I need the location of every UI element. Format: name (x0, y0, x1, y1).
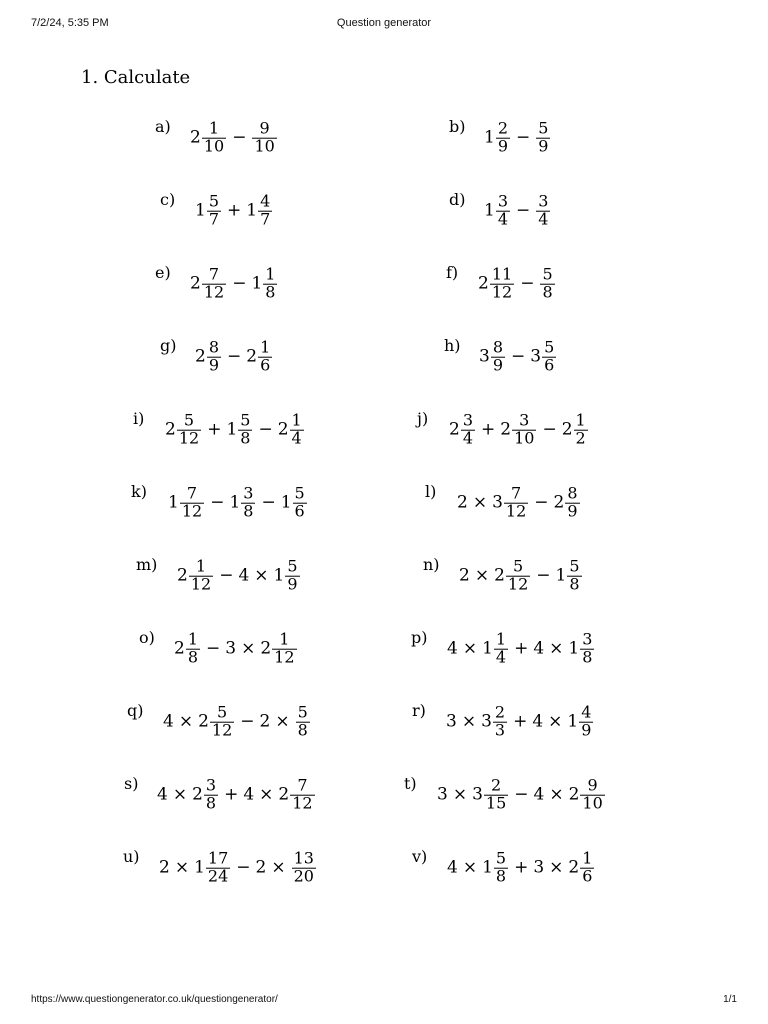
question-expression-i (165, 410, 305, 448)
whole-number: 1 (251, 274, 263, 294)
denominator: 8 (187, 647, 199, 667)
page-number: 1/1 (723, 994, 737, 1005)
operator: − (261, 493, 276, 513)
operator: + (513, 712, 528, 732)
denominator: 12 (211, 720, 233, 740)
denominator: 24 (207, 866, 229, 886)
denominator: 8 (582, 647, 593, 667)
question-label-m: m) (136, 555, 158, 574)
whole-number: 1 (482, 858, 493, 878)
operator: × (549, 639, 564, 659)
numerator: 3 (243, 483, 254, 503)
whole-number: 2 (177, 566, 188, 586)
fraction (258, 191, 272, 229)
question-label-k: k) (131, 482, 147, 501)
operator: − (232, 128, 247, 148)
question-label-p: p) (411, 628, 428, 647)
numerator: 9 (259, 118, 270, 138)
question-label-s: s) (124, 774, 139, 793)
fraction (252, 118, 276, 156)
operator: + (207, 420, 222, 440)
denominator: 12 (507, 574, 529, 594)
whole-number: 3 (437, 785, 448, 805)
question-expression-p (447, 629, 595, 667)
operator: × (178, 712, 194, 732)
operator: − (236, 858, 251, 878)
denominator: 9 (492, 355, 504, 375)
whole-number: 2 (198, 712, 209, 732)
denominator: 6 (260, 355, 271, 375)
denominator: 10 (254, 136, 275, 156)
denominator: 3 (494, 720, 506, 740)
question-expression-u (159, 848, 317, 886)
numerator: 7 (186, 483, 198, 503)
question-expression-r (446, 702, 594, 740)
numerator: 1 (260, 337, 271, 357)
numerator: 8 (492, 337, 504, 357)
operator: × (172, 785, 188, 805)
numerator: 3 (462, 410, 474, 430)
operator: × (254, 566, 269, 586)
whole-number: 2 (192, 785, 203, 805)
denominator: 8 (265, 282, 276, 302)
fraction (202, 264, 226, 302)
fraction (285, 556, 299, 594)
fraction (186, 629, 200, 667)
whole-number: 4 (447, 858, 458, 878)
numerator: 5 (512, 556, 524, 576)
operator: × (462, 639, 478, 659)
whole-number: 1 (484, 201, 495, 221)
question-title: 1. Calculate (81, 67, 191, 88)
question-expression-v (447, 848, 595, 886)
question-expression-a (190, 118, 278, 156)
question-label-a: a) (155, 117, 171, 136)
denominator: 12 (292, 793, 313, 813)
whole-number: 3 (481, 712, 492, 732)
operator: + (514, 639, 529, 659)
whole-number: 1 (568, 639, 580, 659)
numerator: 5 (240, 410, 251, 430)
whole-number: 1 (482, 639, 493, 659)
numerator: 5 (297, 702, 308, 722)
whole-number: 2 (259, 712, 271, 732)
fraction (290, 410, 304, 448)
whole-number: 1 (273, 566, 285, 586)
whole-number: 4 (243, 785, 255, 805)
question-expression-d (484, 191, 551, 229)
operator: − (534, 493, 549, 513)
whole-number: 2 (255, 858, 267, 878)
whole-number: 2 (190, 128, 201, 148)
denominator: 12 (190, 574, 212, 594)
question-expression-n (459, 556, 583, 594)
question-label-n: n) (423, 555, 440, 574)
whole-number: 3 (530, 347, 542, 367)
numerator: 5 (183, 410, 195, 430)
operator: − (206, 639, 221, 659)
fraction (461, 410, 475, 448)
question-expression-l (457, 483, 581, 521)
question-expression-f (478, 264, 556, 302)
denominator: 9 (497, 136, 509, 156)
question-label-j: j) (417, 409, 429, 428)
numerator: 9 (587, 775, 598, 795)
fraction (580, 775, 604, 813)
fraction (542, 337, 556, 375)
whole-number: 4 (238, 566, 250, 586)
whole-number: 4 (533, 785, 545, 805)
fraction (180, 483, 204, 521)
denominator: 4 (497, 209, 509, 229)
page-url[interactable]: https://www.questiongenerator.co.uk/questiongenerator/ (31, 994, 278, 1005)
whole-number: 2 (449, 420, 460, 440)
operator: + (227, 201, 242, 221)
numerator: 5 (287, 556, 298, 576)
fraction (177, 410, 201, 448)
whole-number: 4 (163, 712, 174, 732)
question-label-f: f) (446, 263, 459, 282)
fraction (258, 337, 272, 375)
denominator: 9 (208, 355, 220, 375)
fraction (574, 410, 588, 448)
denominator: 8 (243, 501, 254, 521)
operator: × (474, 566, 490, 586)
operator: − (232, 274, 247, 294)
denominator: 4 (462, 428, 474, 448)
whole-number: 2 (553, 493, 565, 513)
question-label-e: e) (155, 263, 171, 282)
print-title: Question generator (336, 17, 432, 29)
numerator: 5 (538, 118, 549, 138)
denominator: 8 (297, 720, 308, 740)
numerator: 1 (265, 264, 276, 284)
operator: + (481, 420, 496, 440)
whole-number: 3 (472, 785, 483, 805)
fraction (494, 848, 508, 886)
question-label-o: o) (139, 628, 155, 647)
numerator: 3 (497, 191, 509, 211)
fraction (496, 191, 510, 229)
numerator: 7 (510, 483, 522, 503)
fraction (202, 118, 226, 156)
fraction (580, 629, 594, 667)
whole-number: 2 (246, 347, 258, 367)
fraction (565, 483, 579, 521)
fraction (504, 483, 528, 521)
denominator: 9 (538, 136, 549, 156)
numerator: 1 (495, 629, 507, 649)
whole-number: 4 (447, 639, 458, 659)
print-datetime: 7/2/24, 5:35 PM (31, 17, 109, 29)
operator: − (511, 347, 526, 367)
operator: × (174, 858, 190, 878)
whole-number: 2 (190, 274, 201, 294)
numerator: 1 (575, 410, 586, 430)
numerator: 17 (207, 848, 229, 868)
numerator: 5 (208, 191, 220, 211)
denominator: 4 (538, 209, 549, 229)
whole-number: 2 (165, 420, 176, 440)
whole-number: 2 (260, 639, 272, 659)
operator: − (210, 493, 225, 513)
operator: × (461, 712, 477, 732)
fraction (580, 848, 594, 886)
whole-number: 2 (500, 420, 512, 440)
numerator: 2 (490, 775, 502, 795)
denominator: 12 (491, 282, 513, 302)
whole-number: 2 (195, 347, 206, 367)
whole-number: 2 (159, 858, 170, 878)
denominator: 9 (287, 574, 298, 594)
fraction (540, 264, 554, 302)
fraction (567, 556, 581, 594)
numerator: 7 (208, 264, 220, 284)
denominator: 20 (293, 866, 314, 886)
numerator: 1 (291, 410, 302, 430)
fraction (189, 556, 213, 594)
denominator: 7 (208, 209, 220, 229)
denominator: 8 (569, 574, 580, 594)
operator: − (219, 566, 234, 586)
whole-number: 3 (446, 712, 457, 732)
question-expression-q (163, 702, 311, 740)
fraction (241, 483, 255, 521)
denominator: 7 (260, 209, 271, 229)
fraction (484, 775, 508, 813)
whole-number: 2 (568, 858, 580, 878)
operator: × (275, 712, 290, 732)
numerator: 8 (208, 337, 220, 357)
fraction (496, 118, 510, 156)
denominator: 6 (582, 866, 593, 886)
question-label-u: u) (123, 847, 140, 866)
denominator: 8 (542, 282, 553, 302)
whole-number: 1 (168, 493, 179, 513)
numerator: 13 (293, 848, 314, 868)
question-expression-o (174, 629, 298, 667)
whole-number: 1 (226, 420, 238, 440)
operator: − (227, 347, 242, 367)
denominator: 15 (485, 793, 507, 813)
numerator: 5 (216, 702, 228, 722)
numerator: 1 (208, 118, 220, 138)
numerator: 1 (582, 848, 593, 868)
denominator: 9 (581, 720, 592, 740)
fraction (491, 337, 505, 375)
denominator: 10 (582, 793, 603, 813)
whole-number: 1 (280, 493, 292, 513)
denominator: 10 (203, 136, 225, 156)
numerator: 5 (569, 556, 580, 576)
whole-number: 2 (277, 420, 289, 440)
whole-number: 3 (492, 493, 503, 513)
operator: − (258, 420, 273, 440)
fraction (204, 775, 218, 813)
question-expression-g (195, 337, 273, 375)
question-expression-b (484, 118, 551, 156)
operator: × (549, 785, 564, 805)
fraction (207, 337, 221, 375)
denominator: 6 (544, 355, 555, 375)
fraction (293, 483, 307, 521)
numerator: 7 (297, 775, 308, 795)
numerator: 5 (544, 337, 555, 357)
whole-number: 3 (225, 639, 237, 659)
denominator: 9 (567, 501, 578, 521)
question-label-c: c) (160, 190, 176, 209)
operator: × (549, 858, 564, 878)
operator: − (520, 274, 535, 294)
whole-number: 2 (561, 420, 573, 440)
operator: × (472, 493, 488, 513)
fraction (207, 191, 221, 229)
numerator: 2 (497, 118, 509, 138)
denominator: 12 (505, 501, 527, 521)
whole-number: 2 (457, 493, 468, 513)
operator: × (241, 639, 256, 659)
fraction (493, 702, 507, 740)
whole-number: 1 (567, 712, 579, 732)
fraction (536, 118, 550, 156)
fraction (512, 410, 536, 448)
numerator: 1 (279, 629, 290, 649)
numerator: 5 (542, 264, 553, 284)
fraction (296, 702, 310, 740)
whole-number: 1 (484, 128, 495, 148)
denominator: 12 (203, 282, 225, 302)
operator: × (462, 858, 478, 878)
question-label-q: q) (127, 701, 144, 720)
whole-number: 4 (532, 712, 544, 732)
operator: − (240, 712, 255, 732)
question-expression-s (157, 775, 316, 813)
operator: + (224, 785, 239, 805)
fraction (490, 264, 514, 302)
question-expression-k (168, 483, 308, 521)
whole-number: 2 (478, 274, 489, 294)
whole-number: 2 (459, 566, 470, 586)
fraction (263, 264, 277, 302)
whole-number: 1 (555, 566, 567, 586)
numerator: 3 (582, 629, 593, 649)
fraction (238, 410, 252, 448)
numerator: 8 (567, 483, 578, 503)
numerator: 11 (491, 264, 513, 284)
denominator: 6 (294, 501, 305, 521)
question-label-v: v) (412, 847, 428, 866)
fraction (536, 191, 550, 229)
numerator: 2 (494, 702, 506, 722)
question-expression-e (190, 264, 278, 302)
operator: − (514, 785, 529, 805)
denominator: 8 (495, 866, 507, 886)
fraction (579, 702, 593, 740)
denominator: 12 (181, 501, 203, 521)
denominator: 12 (178, 428, 200, 448)
question-expression-t (437, 775, 606, 813)
operator: − (516, 128, 531, 148)
operator: × (271, 858, 286, 878)
question-expression-j (449, 410, 589, 448)
fraction (206, 848, 230, 886)
denominator: 2 (575, 428, 586, 448)
fraction (292, 848, 316, 886)
operator: − (536, 566, 551, 586)
fraction (210, 702, 234, 740)
whole-number: 4 (533, 639, 545, 659)
numerator: 4 (260, 191, 271, 211)
whole-number: 2 (278, 785, 290, 805)
operator: × (452, 785, 468, 805)
denominator: 8 (240, 428, 251, 448)
fraction (272, 629, 296, 667)
whole-number: 3 (533, 858, 545, 878)
question-expression-h (479, 337, 557, 375)
whole-number: 1 (195, 201, 206, 221)
operator: − (516, 201, 531, 221)
numerator: 3 (205, 775, 217, 795)
denominator: 10 (514, 428, 535, 448)
numerator: 4 (581, 702, 592, 722)
whole-number: 2 (494, 566, 505, 586)
whole-number: 1 (194, 858, 205, 878)
denominator: 8 (205, 793, 217, 813)
denominator: 12 (274, 647, 295, 667)
operator: + (514, 858, 529, 878)
numerator: 3 (519, 410, 530, 430)
question-label-i: i) (133, 409, 145, 428)
fraction (290, 775, 314, 813)
numerator: 1 (195, 556, 207, 576)
question-label-h: h) (444, 336, 461, 355)
operator: − (542, 420, 557, 440)
operator: × (259, 785, 274, 805)
question-label-t: t) (404, 774, 417, 793)
whole-number: 3 (479, 347, 490, 367)
operator: × (548, 712, 563, 732)
whole-number: 1 (246, 201, 258, 221)
question-expression-m (177, 556, 301, 594)
numerator: 5 (495, 848, 507, 868)
question-label-g: g) (160, 336, 177, 355)
numerator: 5 (294, 483, 305, 503)
question-expression-c (195, 191, 273, 229)
whole-number: 2 (568, 785, 580, 805)
fraction (506, 556, 530, 594)
question-label-d: d) (449, 190, 466, 209)
question-label-l: l) (425, 482, 437, 501)
numerator: 1 (187, 629, 199, 649)
whole-number: 1 (229, 493, 241, 513)
denominator: 4 (495, 647, 507, 667)
question-label-b: b) (449, 117, 466, 136)
numerator: 3 (538, 191, 549, 211)
fraction (494, 629, 508, 667)
denominator: 4 (291, 428, 302, 448)
whole-number: 2 (174, 639, 185, 659)
whole-number: 4 (157, 785, 168, 805)
question-label-r: r) (412, 701, 426, 720)
